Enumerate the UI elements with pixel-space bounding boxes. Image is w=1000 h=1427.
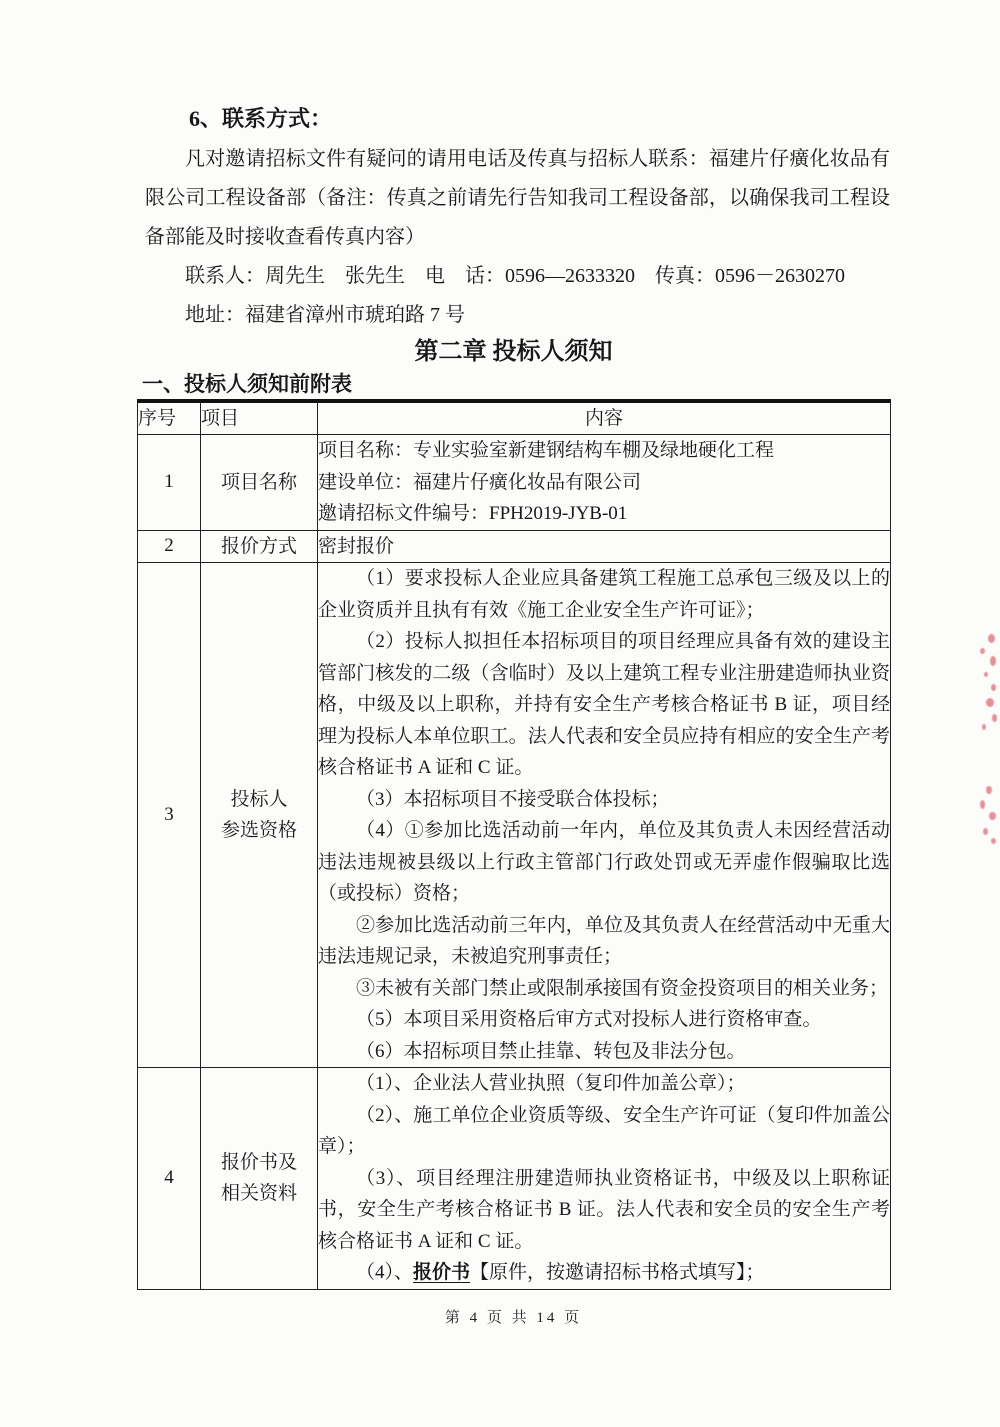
row-item <box>201 563 318 1068</box>
content-line: 邀请招标文件编号：FPH2019-JYB-01 <box>318 503 628 524</box>
page-number: 第 4 页 共 14 页 <box>444 1309 583 1326</box>
content-line: （5）本项目采用资格后审方式对投标人进行资格审查。 <box>356 1009 822 1030</box>
row-no: 3 <box>138 563 201 1068</box>
row-content <box>318 435 891 531</box>
table-header-row <box>138 401 891 435</box>
column-header-content: 内容 <box>318 401 891 435</box>
table-row-quote-method <box>138 530 891 563</box>
content-line: （2）投标人拟担任本招标项目的项目经理应具备有效的建设主管部门核发的二级（含临时）及以上建筑工程专业注册建造师执业资格，中级及以上职称，并持有安全生产考核合格证书 B 证，项目经理为投标人本单位职工。法人代表和安全员应持有相应的安全生产考核合格证书 A 证和 C 证。 <box>318 631 890 778</box>
bidder-notice-table <box>137 399 891 1290</box>
paragraph-contact-intro: 凡对邀请招标文件有疑问的请用电话及传真与招标人联系：福建片仔癀化妆品有限公司工程设备部（备注：传真之前请先行告知我司工程设备部，以确保我司工程设备部能及时接收查看传真内容） <box>145 148 890 248</box>
content-line-emphasized <box>318 1257 890 1289</box>
row-item-line: 报价书及 <box>220 1151 297 1173</box>
row-item-line: 报价方式 <box>220 535 297 557</box>
content-line: （3）、项目经理注册建造师执业资格证书，中级及以上职称证书，安全生产考核合格证书 B 证。法人代表和安全员的安全生产考核合格证书 A 证和 C 证。 <box>318 1167 890 1252</box>
row-item <box>201 1068 318 1290</box>
content-line: ②参加比选活动前三年内，单位及其负责人在经营活动中无重大违法违规记录，未被追究刑事责任； <box>318 914 890 967</box>
row-content <box>318 1068 891 1290</box>
table-row-project-name <box>138 435 891 531</box>
row-item-line: 投标人 <box>230 788 288 810</box>
content-line: （3）本招标项目不接受联合体投标； <box>356 788 670 810</box>
content-line: （1）、企业法人营业执照（复印件加盖公章）； <box>356 1073 746 1094</box>
content-line: （2）、施工单位企业资质等级、安全生产许可证（复印件加盖公章）； <box>318 1104 890 1157</box>
table-row-quote-documents <box>138 1068 891 1290</box>
row-item-line: 相关资料 <box>220 1183 297 1205</box>
row-no: 2 <box>138 530 201 563</box>
row-content <box>318 530 891 563</box>
section-heading-contact: 6、联系方式： <box>189 106 333 131</box>
red-ink-mark <box>976 786 1000 848</box>
row-item <box>201 530 318 563</box>
row-content <box>318 563 891 1068</box>
paragraph-address-line: 地址：福建省漳州市琥珀路 7 号 <box>185 304 465 326</box>
content-line: 项目名称：专业实验室新建钢结构车棚及绿地硬化工程 <box>318 440 775 461</box>
content-suffix: 【原件，按邀请招标书格式填写】； <box>470 1262 765 1283</box>
row-no: 1 <box>138 435 201 531</box>
row-no: 4 <box>138 1068 201 1290</box>
content-line: 建设单位：福建片仔癀化妆品有限公司 <box>318 471 642 493</box>
page-content <box>137 0 890 1327</box>
content-line: （6）本招标项目禁止挂靠、转包及非法分包。 <box>356 1040 746 1062</box>
row-item <box>201 435 318 531</box>
row-item-line: 项目名称 <box>220 471 297 493</box>
red-ink-mark <box>976 632 1000 734</box>
chapter-title: 第二章 投标人须知 <box>414 339 613 365</box>
content-line: （4）①参加比选活动前一年内，单位及其负责人未因经营活动违法违规被县级以上行政主管部门行政处罚或无弄虚作假骗取比选（或投标）资格； <box>318 820 890 904</box>
content-line: ③未被有关部门禁止或限制承接国有资金投资项目的相关业务； <box>356 977 889 999</box>
column-header-item: 项目 <box>201 401 318 435</box>
row-item-line: 参选资格 <box>220 820 297 841</box>
paragraph-contact-line: 联系人：周先生 张先生 电 话：0596—2633320 传真：0596－2630270 <box>185 265 845 287</box>
column-header-no: 序号 <box>138 401 201 435</box>
content-prefix: （4）、 <box>356 1262 414 1283</box>
content-line: （1）要求投标人企业应具备建筑工程施工总承包三级及以上的企业资质并且执有有效《施工企业安全生产许可证》； <box>318 568 890 621</box>
quote-document-emphasis: 报价书 <box>413 1262 471 1283</box>
table-row-qualifications <box>138 563 891 1068</box>
content-line: 密封报价 <box>318 535 395 557</box>
table-caption: 一、投标人须知前附表 <box>142 372 352 396</box>
